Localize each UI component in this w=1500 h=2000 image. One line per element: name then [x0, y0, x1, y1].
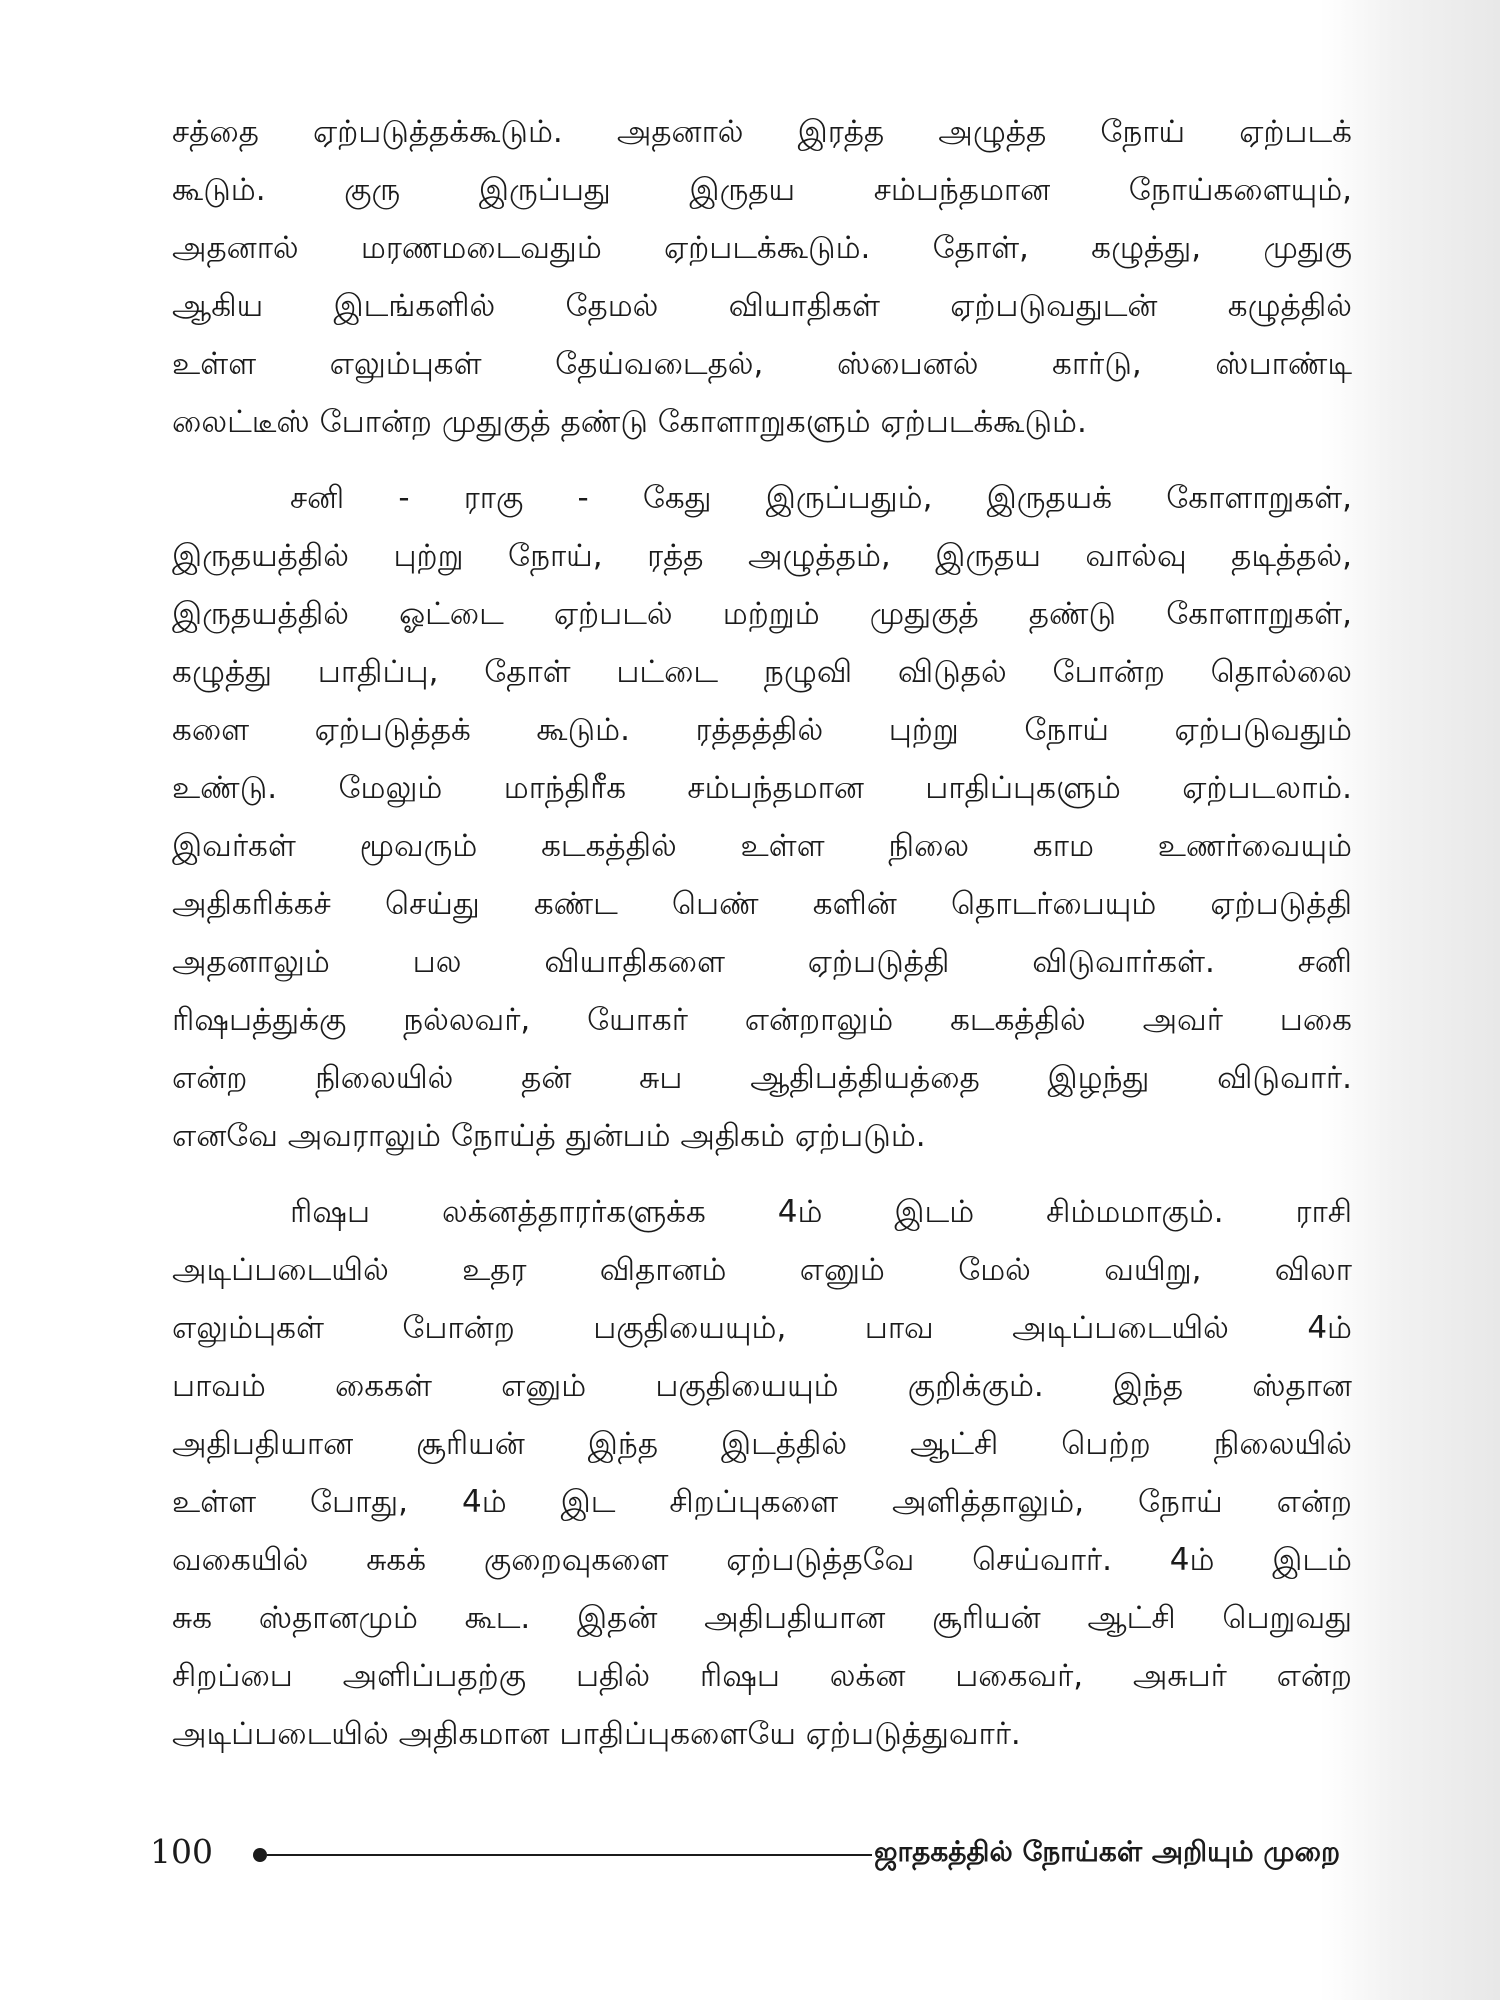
- paragraph: [172, 469, 1352, 1165]
- text-line: உண்டு. மேலும் மாந்திரீக சம்பந்தமான பாதிப்புகளும் ஏற்படலாம்.: [172, 770, 1352, 806]
- text-line: சிறப்பை அளிப்பதற்கு பதில் ரிஷப லக்ன பகைவர், அசுபர் என்ற: [172, 1658, 1352, 1694]
- page-number: 100: [150, 1832, 213, 1871]
- text-line: அடிப்படையில் அதிகமான பாதிப்புகளையே ஏற்படுத்துவார்.: [172, 1716, 1021, 1752]
- body-text: [172, 103, 1352, 1763]
- text-line: எலும்புகள் போன்ற பகுதியையும், பாவ அடிப்படையில் 4ம்: [172, 1310, 1352, 1346]
- text-line: வகையில் சுகக் குறைவுகளை ஏற்படுத்தவே செய்வார். 4ம் இடம்: [172, 1542, 1352, 1578]
- paragraph: [172, 1183, 1352, 1763]
- paragraph: [172, 103, 1352, 451]
- text-line: இவர்கள் மூவரும் கடகத்தில் உள்ள நிலை காம உணர்வையும்: [172, 828, 1352, 864]
- text-line: உள்ள எலும்புகள் தேய்வடைதல், ஸ்பைனல் கார்டு, ஸ்பாண்டி: [172, 346, 1352, 382]
- text-line: ரிஷப லக்னத்தாரர்களுக்க 4ம் இடம் சிம்மமாகும். ராசி: [290, 1194, 1352, 1230]
- text-line: கழுத்து பாதிப்பு, தோள் பட்டை நழுவி விடுதல் போன்ற தொல்லை: [172, 654, 1352, 690]
- page-footer: [150, 1826, 1340, 1878]
- footer-rule: [267, 1854, 872, 1856]
- text-line: கூடும். குரு இருப்பது இருதய சம்பந்தமான நோய்களையும்,: [172, 172, 1352, 208]
- text-line: அடிப்படையில் உதர விதானம் எனும் மேல் வயிறு, விலா: [172, 1252, 1352, 1288]
- text-line: உள்ள போது, 4ம் இட சிறப்புகளை அளித்தாலும், நோய் என்ற: [172, 1484, 1352, 1520]
- footer-bullet-icon: [253, 1848, 267, 1862]
- text-line: பாவம் கைகள் எனும் பகுதியையும் குறிக்கும். இந்த ஸ்தான: [172, 1368, 1352, 1404]
- text-line: சனி - ராகு - கேது இருப்பதும், இருதயக் கோளாறுகள்,: [290, 480, 1352, 516]
- text-line: அதிபதியான சூரியன் இந்த இடத்தில் ஆட்சி பெற்ற நிலையில்: [172, 1426, 1352, 1462]
- text-line: ஆகிய இடங்களில் தேமல் வியாதிகள் ஏற்படுவதுடன் கழுத்தில்: [172, 288, 1352, 324]
- text-line: இருதயத்தில் புற்று நோய், ரத்த அழுத்தம், இருதய வால்வு தடித்தல்,: [172, 538, 1352, 574]
- text-line: சுக ஸ்தானமும் கூட. இதன் அதிபதியான சூரியன் ஆட்சி பெறுவது: [172, 1600, 1352, 1636]
- running-book-title: ஜாதகத்தில் நோய்கள் அறியும் முறை: [874, 1835, 1340, 1868]
- text-line: லைட்டீஸ் போன்ற முதுகுத் தண்டு கோளாறுகளும் ஏற்படக்கூடும்.: [172, 404, 1087, 440]
- text-line: இருதயத்தில் ஓட்டை ஏற்படல் மற்றும் முதுகுத் தண்டு கோளாறுகள்,: [172, 596, 1352, 632]
- text-line: அதனால் மரணமடைவதும் ஏற்படக்கூடும். தோள், கழுத்து, முதுகு: [172, 230, 1352, 266]
- text-line: என்ற நிலையில் தன் சுப ஆதிபத்தியத்தை இழந்து விடுவார்.: [172, 1060, 1352, 1096]
- text-line: அதிகரிக்கச் செய்து கண்ட பெண் களின் தொடர்பையும் ஏற்படுத்தி: [172, 886, 1352, 922]
- text-line: ரிஷபத்துக்கு நல்லவர், யோகர் என்றாலும் கடகத்தில் அவர் பகை: [172, 1002, 1352, 1038]
- text-line: அதனாலும் பல வியாதிகளை ஏற்படுத்தி விடுவார்கள். சனி: [172, 944, 1352, 980]
- text-line: களை ஏற்படுத்தக் கூடும். ரத்தத்தில் புற்று நோய் ஏற்படுவதும்: [172, 712, 1352, 748]
- text-line: சத்தை ஏற்படுத்தக்கூடும். அதனால் இரத்த அழுத்த நோய் ஏற்படக்: [172, 114, 1352, 150]
- text-line: எனவே அவராலும் நோய்த் துன்பம் அதிகம் ஏற்படும்.: [172, 1118, 926, 1154]
